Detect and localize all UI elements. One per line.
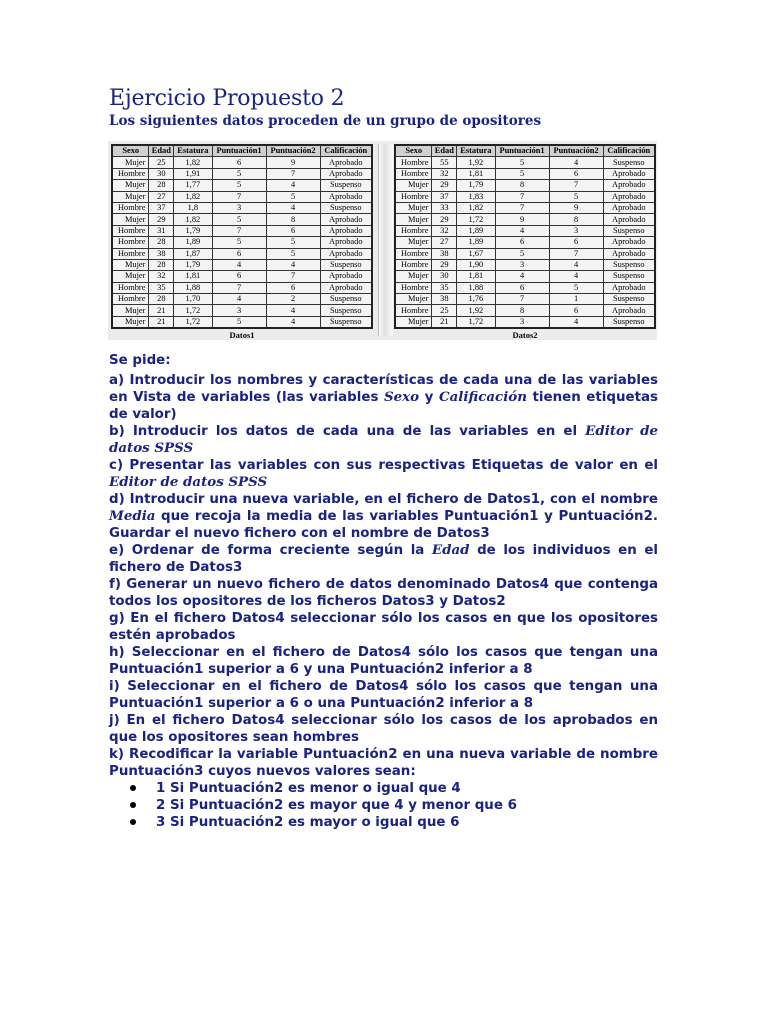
table-cell: Mujer <box>112 214 149 225</box>
table-cell: Aprobado <box>603 168 655 179</box>
table-cell: 5 <box>495 248 549 259</box>
table-cell: Hombre <box>112 248 149 259</box>
table-cell: Mujer <box>112 316 149 328</box>
table-cell: Hombre <box>112 202 149 213</box>
table-cell: Hombre <box>395 191 432 202</box>
item-d-text: d) Introducir una nueva variable, en el fichero de Datos1, con el nombre <box>109 492 658 507</box>
table-cell: Aprobado <box>320 225 372 236</box>
table-row <box>112 294 372 305</box>
table-cell: 1,76 <box>457 294 495 305</box>
col-header: Calificación <box>320 145 372 157</box>
se-pide-heading: Se pide: <box>109 353 171 368</box>
table-cell: 28 <box>149 294 174 305</box>
item-b-editor: Editor de datos SPSS <box>109 423 658 456</box>
exercise-content <box>109 352 658 831</box>
table-cell: Suspenso <box>603 225 655 236</box>
table-cell: 7 <box>495 202 549 213</box>
table-cell: 1,72 <box>174 305 212 316</box>
table-cell: Aprobado <box>320 168 372 179</box>
table-row <box>395 191 655 202</box>
list-item <box>156 780 658 797</box>
table-cell: Aprobado <box>603 237 655 248</box>
table-row <box>395 282 655 293</box>
item-c-editor: Editor de datos SPSS <box>109 474 268 490</box>
item-e <box>109 542 658 576</box>
item-e-tail: de los individuos en el fichero de Datos3 <box>109 543 658 575</box>
table-row <box>395 316 655 328</box>
table-row <box>395 294 655 305</box>
table-cell: 37 <box>149 202 174 213</box>
table-cell: Suspenso <box>320 305 372 316</box>
table-cell: Hombre <box>112 237 149 248</box>
table-cell: 9 <box>495 214 549 225</box>
table-row <box>112 225 372 236</box>
table-cell: Suspenso <box>603 294 655 305</box>
table-cell: 28 <box>149 237 174 248</box>
table-cell: 7 <box>212 282 266 293</box>
item-e-text: e) Ordenar de forma creciente según la <box>109 543 432 558</box>
table-row <box>395 168 655 179</box>
table-cell: 32 <box>432 168 457 179</box>
table-cell: 1,92 <box>457 157 495 168</box>
table-row <box>395 271 655 282</box>
table-cell: 38 <box>432 248 457 259</box>
list-item <box>156 797 658 814</box>
table-cell: Hombre <box>112 225 149 236</box>
bullet-text: 3 Si Puntuación2 es mayor o igual que 6 <box>156 815 460 830</box>
table-cell: 5 <box>549 282 603 293</box>
table-cell: 7 <box>212 191 266 202</box>
datos2-table-container <box>394 144 656 340</box>
item-c <box>109 457 658 491</box>
table-cell: 8 <box>495 180 549 191</box>
col-header: Puntuación2 <box>549 145 603 157</box>
table-cell: Aprobado <box>603 202 655 213</box>
table-cell: 5 <box>212 214 266 225</box>
table-cell: Mujer <box>112 259 149 270</box>
table-cell: 4 <box>266 202 320 213</box>
table-cell: 29 <box>432 259 457 270</box>
table-cell: Hombre <box>395 168 432 179</box>
col-header: Edad <box>149 145 174 157</box>
bullet-icon <box>130 819 136 825</box>
table-cell: 55 <box>432 157 457 168</box>
table-cell: Mujer <box>112 191 149 202</box>
table-cell: Aprobado <box>320 191 372 202</box>
table-cell: 6 <box>549 168 603 179</box>
table-cell: 25 <box>432 305 457 316</box>
table-cell: 37 <box>432 191 457 202</box>
table-cell: 5 <box>212 237 266 248</box>
item-j: j) En el fichero Datos4 seleccionar sólo los casos de los aprobados en que los opositores sean hombres <box>109 713 658 745</box>
item-d-tail: que recoja la media de las variables Puntuación1 y Puntuación2. Guardar el nuevo fichero con el nombre de Datos3 <box>109 509 658 541</box>
table-cell: 3 <box>495 259 549 270</box>
table-cell: 33 <box>432 202 457 213</box>
table-cell: 4 <box>549 316 603 328</box>
table-cell: 7 <box>495 294 549 305</box>
datos2-caption: Datos2 <box>512 330 538 341</box>
col-header: Estatura <box>457 145 495 157</box>
table-cell: Mujer <box>395 202 432 213</box>
table-cell: 5 <box>266 248 320 259</box>
table-cell: 6 <box>212 271 266 282</box>
table-cell: 6 <box>266 282 320 293</box>
table-cell: 38 <box>432 294 457 305</box>
table-cell: 4 <box>212 259 266 270</box>
table-cell: Hombre <box>112 168 149 179</box>
table-cell: 21 <box>149 316 174 328</box>
table-cell: 4 <box>266 305 320 316</box>
table-cell: 4 <box>266 316 320 328</box>
table-cell: 28 <box>149 180 174 191</box>
datos1-table-container <box>111 144 373 340</box>
table-cell: 8 <box>495 305 549 316</box>
table-cell: Suspenso <box>603 271 655 282</box>
table-cell: 1,81 <box>457 271 495 282</box>
table-cell: Aprobado <box>603 191 655 202</box>
table-row <box>395 157 655 168</box>
table-cell: 27 <box>149 191 174 202</box>
table-cell: 1,72 <box>457 316 495 328</box>
table-cell: 1,87 <box>174 248 212 259</box>
table-cell: 28 <box>149 259 174 270</box>
table-cell: Mujer <box>395 271 432 282</box>
item-a-text: a) Introducir los nombres y características de cada una de las variables en Vista de variables (las variables <box>109 373 658 405</box>
table-cell: 5 <box>549 191 603 202</box>
table-cell: 3 <box>549 225 603 236</box>
table-cell: Suspenso <box>320 259 372 270</box>
table-cell: 7 <box>212 225 266 236</box>
table-cell: Hombre <box>112 294 149 305</box>
table-cell: Aprobado <box>320 248 372 259</box>
table-cell: 1,88 <box>457 282 495 293</box>
table-cell: 1,83 <box>457 191 495 202</box>
table-row <box>112 168 372 179</box>
col-header: Puntuación1 <box>212 145 266 157</box>
table-cell: 21 <box>432 316 457 328</box>
table-cell: Aprobado <box>320 237 372 248</box>
bullet-text: 1 Si Puntuación2 es menor o igual que 4 <box>156 781 461 796</box>
item-h: h) Seleccionar en el fichero de Datos4 sólo los casos que tengan una Puntuación1 superior a 6 y una Puntuación2 inferior a 8 <box>109 645 658 677</box>
table-cell: 27 <box>432 237 457 248</box>
item-g: g) En el fichero Datos4 seleccionar sólo los casos en que los opositores estén aprobados <box>109 611 658 643</box>
table-cell: 29 <box>432 180 457 191</box>
table-cell: Aprobado <box>320 271 372 282</box>
table-cell: 1,88 <box>174 282 212 293</box>
table-cell: 7 <box>549 248 603 259</box>
table-cell: 1,82 <box>457 202 495 213</box>
table-cell: Suspenso <box>603 316 655 328</box>
table-cell: 32 <box>149 271 174 282</box>
table-row <box>395 202 655 213</box>
table-cell: 4 <box>212 294 266 305</box>
table-cell: Hombre <box>395 282 432 293</box>
table-row <box>112 202 372 213</box>
col-header: Puntuación2 <box>266 145 320 157</box>
table-cell: 35 <box>149 282 174 293</box>
table-cell: Mujer <box>112 180 149 191</box>
table-cell: Suspenso <box>603 157 655 168</box>
table-cell: Aprobado <box>320 282 372 293</box>
table-cell: 4 <box>549 259 603 270</box>
bullet-icon <box>130 785 136 791</box>
datos1-body <box>112 157 372 328</box>
table-cell: 1,92 <box>457 305 495 316</box>
table-cell: Mujer <box>395 294 432 305</box>
table-cell: 1,90 <box>457 259 495 270</box>
item-e-edad: Edad <box>431 542 470 558</box>
table-cell: 6 <box>266 225 320 236</box>
table-cell: 21 <box>149 305 174 316</box>
table-cell: Hombre <box>395 157 432 168</box>
table-cell: Hombre <box>395 305 432 316</box>
table-cell: 1,82 <box>174 214 212 225</box>
table-cell: 4 <box>549 157 603 168</box>
table-cell: 4 <box>495 225 549 236</box>
table-cell: 6 <box>495 282 549 293</box>
col-header: Sexo <box>395 145 432 157</box>
bullet-text: 2 Si Puntuación2 es mayor que 4 y menor que 6 <box>156 798 517 813</box>
item-a-sexo: Sexo <box>383 389 420 405</box>
table-cell: Hombre <box>395 248 432 259</box>
table-row <box>112 316 372 328</box>
table-cell: 9 <box>549 202 603 213</box>
table-cell: Mujer <box>395 237 432 248</box>
table-cell: 5 <box>212 168 266 179</box>
table-cell: 6 <box>549 237 603 248</box>
table-cell: Aprobado <box>320 157 372 168</box>
table-cell: 1,89 <box>174 237 212 248</box>
table-row <box>112 305 372 316</box>
table-cell: 4 <box>495 271 549 282</box>
table-cell: Suspenso <box>320 294 372 305</box>
table-cell: 6 <box>212 248 266 259</box>
table-row <box>395 237 655 248</box>
table-cell: 4 <box>549 271 603 282</box>
item-c-text: c) Presentar las variables con sus respectivas Etiquetas de valor en el <box>109 458 658 473</box>
item-f: f) Generar un nuevo fichero de datos denominado Datos4 que contenga todos los opositores de los ficheros Datos3 y Datos2 <box>109 577 658 609</box>
table-row <box>395 180 655 191</box>
table-cell: Suspenso <box>320 202 372 213</box>
table-cell: 1,77 <box>174 180 212 191</box>
table-row <box>395 248 655 259</box>
list-item <box>156 814 658 831</box>
item-b-text: b) Introducir los datos de cada una de las variables en el <box>109 424 586 439</box>
datos2-table <box>394 144 656 329</box>
item-k: k) Recodificar la variable Puntuación2 en una nueva variable de nombre Puntuación3 cuyos nuevos valores sean: <box>109 747 658 779</box>
table-cell: Mujer <box>112 271 149 282</box>
table-cell: 3 <box>212 202 266 213</box>
col-header: Puntuación1 <box>495 145 549 157</box>
table-cell: Aprobado <box>603 180 655 191</box>
table-cell: Aprobado <box>603 214 655 225</box>
datos1-table <box>111 144 373 329</box>
col-header: Calificación <box>603 145 655 157</box>
table-cell: 8 <box>549 214 603 225</box>
datos2-body <box>395 157 655 328</box>
table-divider <box>378 144 393 336</box>
table-cell: 1,82 <box>174 157 212 168</box>
table-cell: 1,8 <box>174 202 212 213</box>
table-cell: 5 <box>495 168 549 179</box>
table-cell: Aprobado <box>603 282 655 293</box>
table-cell: 7 <box>266 168 320 179</box>
table-header-row <box>395 145 655 157</box>
table-cell: 5 <box>266 191 320 202</box>
table-cell: 9 <box>266 157 320 168</box>
table-cell: 3 <box>495 316 549 328</box>
table-cell: 1,81 <box>457 168 495 179</box>
item-d-media: Media <box>109 508 156 524</box>
table-cell: 4 <box>266 259 320 270</box>
table-cell: 7 <box>495 191 549 202</box>
table-row <box>112 214 372 225</box>
table-cell: 25 <box>149 157 174 168</box>
table-cell: 1,79 <box>174 225 212 236</box>
table-cell: 1,79 <box>174 259 212 270</box>
table-cell: 1,82 <box>174 191 212 202</box>
table-cell: Aprobado <box>603 305 655 316</box>
item-a-tail: tienen etiquetas de valor) <box>109 390 658 422</box>
table-cell: 38 <box>149 248 174 259</box>
table-cell: 4 <box>266 180 320 191</box>
table-cell: Suspenso <box>320 180 372 191</box>
table-cell: 7 <box>266 271 320 282</box>
item-a <box>109 372 658 423</box>
table-row <box>112 180 372 191</box>
table-row <box>395 225 655 236</box>
item-a-y: y <box>419 390 439 405</box>
table-cell: Aprobado <box>320 214 372 225</box>
table-cell: 7 <box>549 180 603 191</box>
table-cell: 30 <box>432 271 457 282</box>
table-cell: 2 <box>266 294 320 305</box>
table-cell: Suspenso <box>603 259 655 270</box>
col-header: Sexo <box>112 145 149 157</box>
col-header: Edad <box>432 145 457 157</box>
table-cell: Mujer <box>395 214 432 225</box>
table-cell: 30 <box>149 168 174 179</box>
table-cell: 1,67 <box>457 248 495 259</box>
table-row <box>112 248 372 259</box>
item-i: i) Seleccionar en el fichero de Datos4 sólo los casos que tengan una Puntuación1 superior a 6 o una Puntuación2 inferior a 8 <box>109 679 658 711</box>
table-cell: 5 <box>212 180 266 191</box>
table-cell: Mujer <box>395 180 432 191</box>
table-cell: 1,72 <box>174 316 212 328</box>
table-row <box>112 259 372 270</box>
data-tables-image <box>108 141 657 340</box>
table-cell: Suspenso <box>320 316 372 328</box>
table-row <box>395 305 655 316</box>
table-row <box>112 157 372 168</box>
table-cell: Hombre <box>395 259 432 270</box>
table-cell: 1,72 <box>457 214 495 225</box>
table-row <box>112 271 372 282</box>
table-row <box>112 282 372 293</box>
table-cell: 5 <box>266 237 320 248</box>
page-subtitle: Los siguientes datos proceden de un grupo de opositores <box>109 113 542 129</box>
table-header-row <box>112 145 372 157</box>
table-cell: 6 <box>212 157 266 168</box>
table-cell: Mujer <box>112 305 149 316</box>
table-cell: 6 <box>549 305 603 316</box>
table-cell: Mujer <box>395 316 432 328</box>
table-cell: 29 <box>149 214 174 225</box>
page-title: Ejercicio Propuesto 2 <box>109 86 345 111</box>
table-cell: Mujer <box>112 157 149 168</box>
table-cell: 29 <box>432 214 457 225</box>
table-cell: 1,91 <box>174 168 212 179</box>
table-row <box>112 191 372 202</box>
bullet-icon <box>130 802 136 808</box>
table-cell: 35 <box>432 282 457 293</box>
table-cell: 1,81 <box>174 271 212 282</box>
table-cell: 31 <box>149 225 174 236</box>
item-a-calificacion: Calificación <box>438 389 527 405</box>
table-cell: 1,89 <box>457 225 495 236</box>
table-cell: 3 <box>212 305 266 316</box>
table-cell: 5 <box>212 316 266 328</box>
table-cell: 1,70 <box>174 294 212 305</box>
item-d <box>109 491 658 542</box>
table-cell: Hombre <box>395 225 432 236</box>
recode-bullet-list <box>109 780 658 831</box>
table-cell: 6 <box>495 237 549 248</box>
datos1-caption: Datos1 <box>229 330 255 341</box>
table-cell: 32 <box>432 225 457 236</box>
item-b <box>109 423 658 457</box>
table-cell: Aprobado <box>603 248 655 259</box>
col-header: Estatura <box>174 145 212 157</box>
table-cell: 1,79 <box>457 180 495 191</box>
table-cell: 1 <box>549 294 603 305</box>
table-cell: 5 <box>495 157 549 168</box>
table-row <box>112 237 372 248</box>
table-cell: 1,89 <box>457 237 495 248</box>
table-cell: Hombre <box>112 282 149 293</box>
table-cell: 8 <box>266 214 320 225</box>
table-row <box>395 259 655 270</box>
table-row <box>395 214 655 225</box>
